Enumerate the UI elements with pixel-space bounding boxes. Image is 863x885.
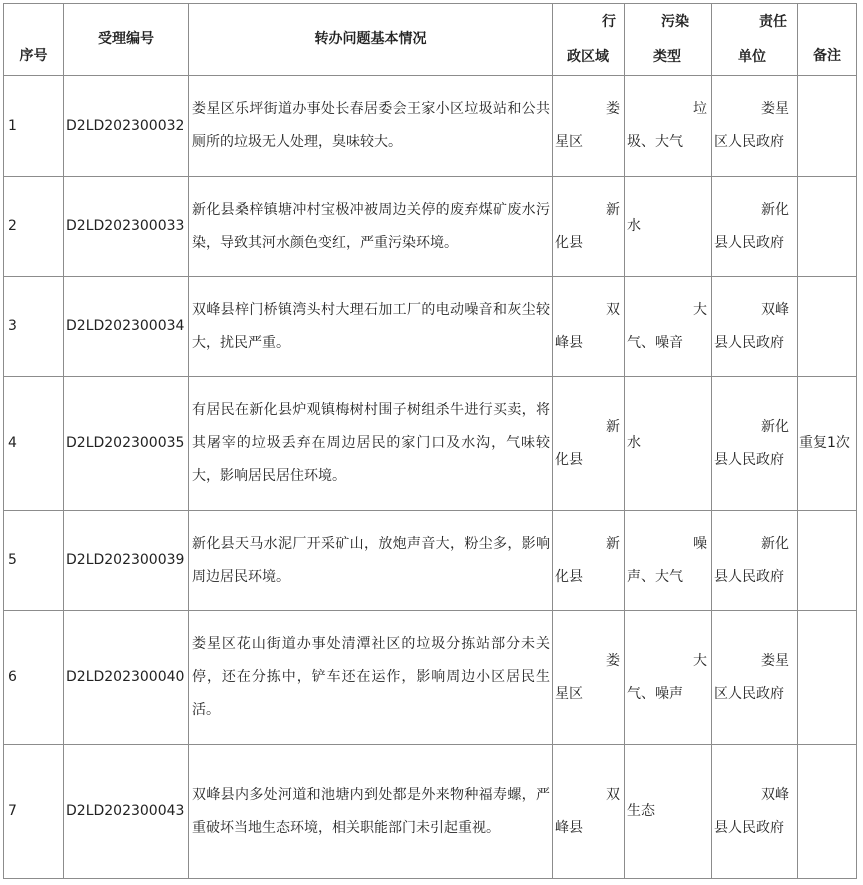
table-row — [4, 745, 857, 879]
unit-cell: 新化 县人民政府 — [712, 511, 798, 611]
unit-cell: 娄星 区人民政府 — [712, 76, 798, 177]
note-cell — [798, 611, 857, 745]
issue-cell: 双峰县梓门桥镇湾头村大理石加工厂的电动噪音和灰尘较大，扰民严重。 — [189, 277, 553, 377]
note-cell — [798, 511, 857, 611]
pollution-cell: 垃 圾、大气 — [625, 76, 712, 177]
region-cell: 双 峰县 — [553, 745, 625, 879]
region-cell: 双 峰县 — [553, 277, 625, 377]
issue-cell: 有居民在新化县炉观镇梅树村围子树组杀牛进行买卖，将其屠宰的垃圾丢弃在周边居民的家门口及水沟，气味较大，影响居民居住环境。 — [189, 377, 553, 511]
complaint-table — [3, 3, 857, 879]
seq-cell: 2 — [4, 177, 64, 277]
region-cell: 娄 星区 — [553, 611, 625, 745]
seq-cell: 7 — [4, 745, 64, 879]
code-cell: D2LD202300039 — [64, 511, 189, 611]
note-cell — [798, 177, 857, 277]
code-cell: D2LD202300043 — [64, 745, 189, 879]
seq-cell: 3 — [4, 277, 64, 377]
region-cell: 新 化县 — [553, 177, 625, 277]
pollution-cell: 水 — [625, 377, 712, 511]
table-row — [4, 177, 857, 277]
pollution-cell: 水 — [625, 177, 712, 277]
unit-cell: 双峰 县人民政府 — [712, 277, 798, 377]
note-cell — [798, 277, 857, 377]
header-row — [4, 4, 857, 76]
header-issue: 转办问题基本情况 — [189, 4, 553, 76]
unit-cell: 新化 县人民政府 — [712, 377, 798, 511]
note-cell — [798, 745, 857, 879]
seq-cell: 1 — [4, 76, 64, 177]
header-note: 备注 — [798, 4, 857, 76]
table-row — [4, 377, 857, 511]
header-pollution: 污染 类型 — [625, 4, 712, 76]
unit-cell: 双峰 县人民政府 — [712, 745, 798, 879]
code-cell: D2LD202300040 — [64, 611, 189, 745]
seq-cell: 6 — [4, 611, 64, 745]
code-cell: D2LD202300035 — [64, 377, 189, 511]
issue-cell: 娄星区乐坪街道办事处长春居委会王家小区垃圾站和公共厕所的垃圾无人处理，臭味较大。 — [189, 76, 553, 177]
pollution-cell: 大 气、噪声 — [625, 611, 712, 745]
issue-cell: 双峰县内多处河道和池塘内到处都是外来物种福寿螺，严重破坏当地生态环境，相关职能部门未引起重视。 — [189, 745, 553, 879]
seq-cell: 4 — [4, 377, 64, 511]
seq-cell: 5 — [4, 511, 64, 611]
region-cell: 新 化县 — [553, 377, 625, 511]
table-row — [4, 76, 857, 177]
note-cell: 重复1次 — [798, 377, 857, 511]
issue-cell: 新化县桑梓镇塘冲村宝极冲被周边关停的废弃煤矿废水污染，导致其河水颜色变红，严重污染环境。 — [189, 177, 553, 277]
header-unit: 责任 单位 — [712, 4, 798, 76]
region-cell: 新 化县 — [553, 511, 625, 611]
table-row — [4, 277, 857, 377]
region-cell: 娄 星区 — [553, 76, 625, 177]
unit-cell: 娄星 区人民政府 — [712, 611, 798, 745]
unit-cell: 新化 县人民政府 — [712, 177, 798, 277]
code-cell: D2LD202300032 — [64, 76, 189, 177]
issue-cell: 新化县天马水泥厂开采矿山，放炮声音大，粉尘多，影响周边居民环境。 — [189, 511, 553, 611]
header-region: 行 政区域 — [553, 4, 625, 76]
table-row — [4, 611, 857, 745]
note-cell — [798, 76, 857, 177]
table-row — [4, 511, 857, 611]
pollution-cell: 生态 — [625, 745, 712, 879]
header-code: 受理编号 — [64, 4, 189, 76]
code-cell: D2LD202300033 — [64, 177, 189, 277]
header-seq: 序号 — [4, 4, 64, 76]
issue-cell: 娄星区花山街道办事处清潭社区的垃圾分拣站部分未关停，还在分拣中，铲车还在运作，影响周边小区居民生活。 — [189, 611, 553, 745]
code-cell: D2LD202300034 — [64, 277, 189, 377]
pollution-cell: 大 气、噪音 — [625, 277, 712, 377]
pollution-cell: 噪 声、大气 — [625, 511, 712, 611]
